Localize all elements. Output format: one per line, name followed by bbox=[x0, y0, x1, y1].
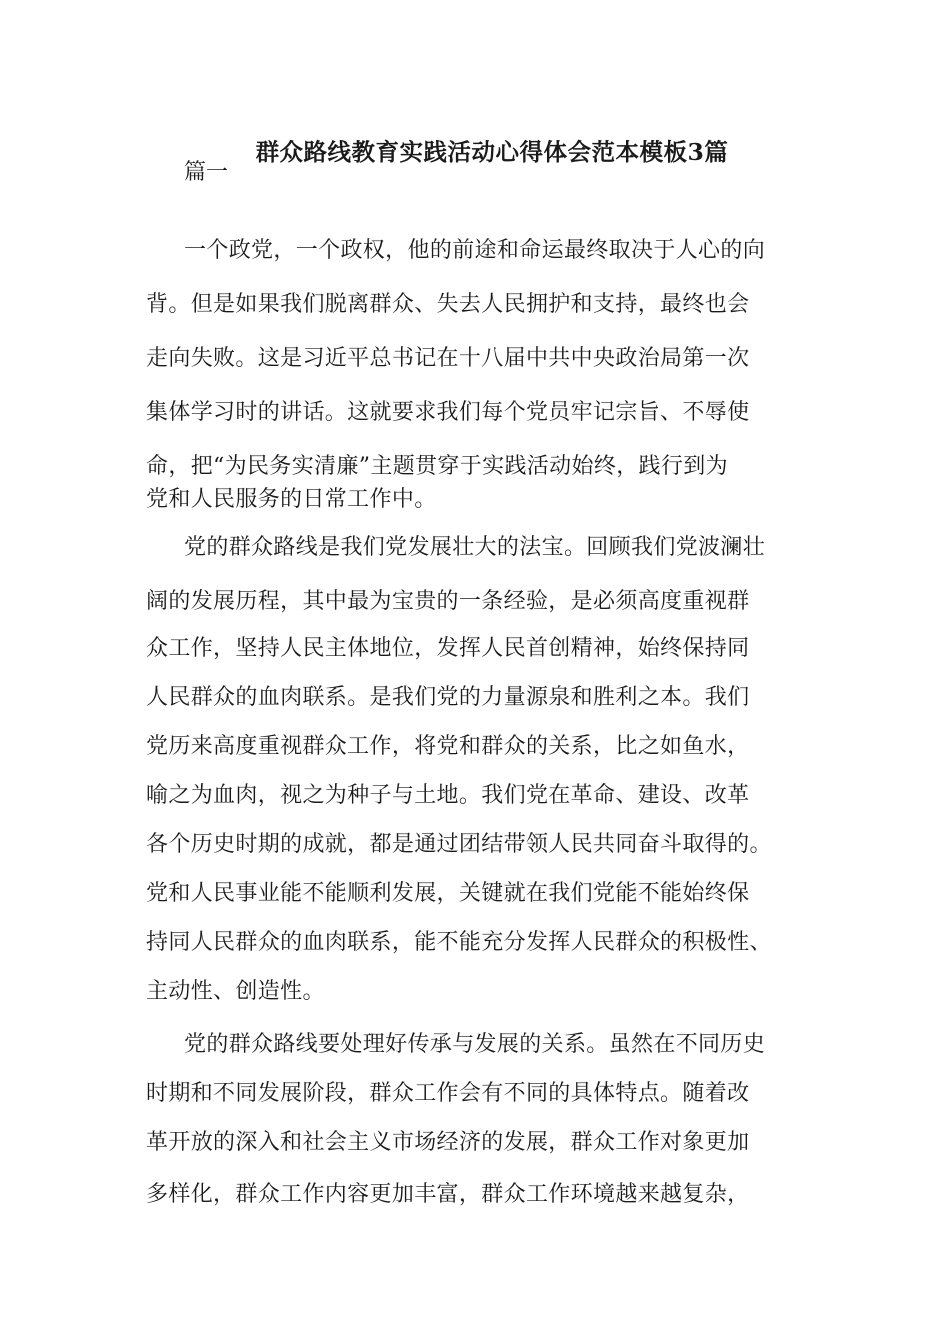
paragraph-line: 阔的发展历程，其中最为宝贵的一条经验，是必须高度重视群 bbox=[146, 589, 750, 614]
paragraph-line: 走向失败。这是习近平总书记在十八届中共中央政治局第一次 bbox=[146, 346, 750, 371]
document-title: 群众路线教育实践活动心得体会范本模板3篇 bbox=[255, 138, 729, 166]
paragraph-line: 党的群众路线是我们党发展壮大的法宝。回顾我们党波澜壮 bbox=[184, 535, 766, 560]
paragraph-line: 集体学习时的讲话。这就要求我们每个党员牢记宗旨、不辱使 bbox=[146, 400, 750, 425]
paragraph-line: 喻之为血肉，视之为种子与土地。我们党在革命、建设、改革 bbox=[146, 783, 750, 808]
paragraph-line: 主动性、创造性。 bbox=[146, 979, 325, 1004]
section-label: 篇一 bbox=[184, 160, 229, 185]
paragraph-line: 党和人民服务的日常工作中。 bbox=[146, 487, 437, 512]
paragraph-line: 党历来高度重视群众工作，将党和群众的关系，比之如鱼水， bbox=[146, 734, 750, 759]
paragraph-line: 持同人民群众的血肉联系，能不能充分发挥人民群众的积极性、 bbox=[146, 930, 772, 955]
paragraph-line: 党和人民事业能不能顺利发展，关键就在我们党能不能始终保 bbox=[146, 881, 750, 906]
paragraph-line: 革开放的深入和社会主义市场经济的发展，群众工作对象更加 bbox=[146, 1130, 750, 1155]
paragraph-line: 多样化，群众工作内容更加丰富，群众工作环境越来越复杂， bbox=[146, 1182, 750, 1207]
paragraph-line: 时期和不同发展阶段，群众工作会有不同的具体特点。随着改 bbox=[146, 1081, 750, 1106]
paragraph-line: 背。但是如果我们脱离群众、失去人民拥护和支持，最终也会 bbox=[146, 292, 750, 317]
paragraph-line: 命，把“为民务实清廉”主题贯穿于实践活动始终，践行到为 bbox=[146, 454, 728, 479]
paragraph-line: 众工作，坚持人民主体地位，发挥人民首创精神，始终保持同 bbox=[146, 636, 750, 661]
paragraph-line: 党的群众路线要处理好传承与发展的关系。虽然在不同历史 bbox=[184, 1032, 766, 1057]
paragraph-line: 各个历史时期的成就，都是通过团结带领人民共同奋斗取得的。 bbox=[146, 832, 772, 857]
paragraph-line: 一个政党，一个政权，他的前途和命运最终取决于人心的向 bbox=[184, 238, 766, 263]
paragraph-line: 人民群众的血肉联系。是我们党的力量源泉和胜利之本。我们 bbox=[146, 685, 750, 710]
